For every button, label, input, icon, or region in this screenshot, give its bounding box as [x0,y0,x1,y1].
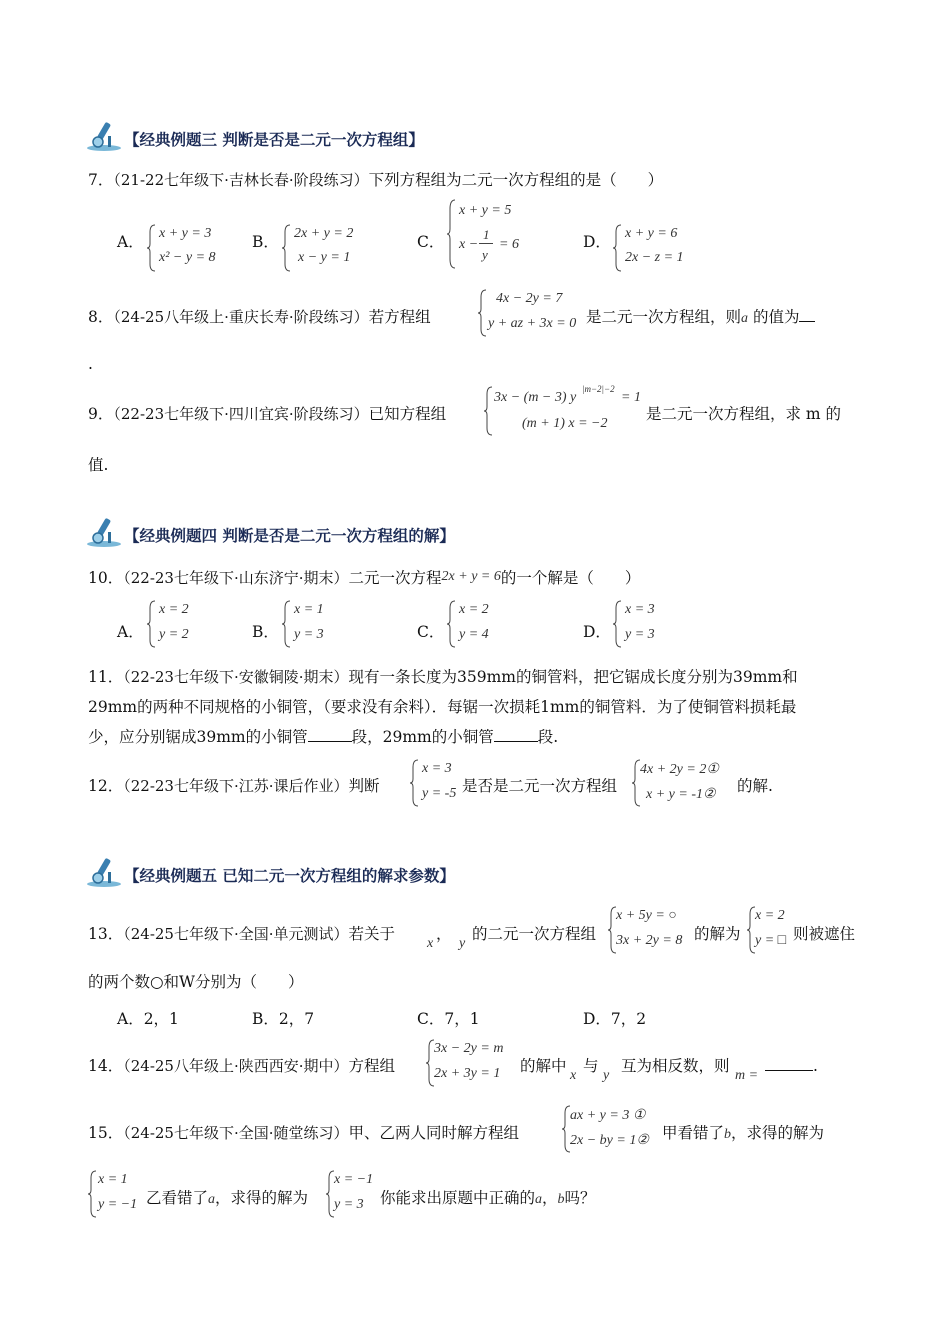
question-source: （24-25八年级上·重庆长寿·阶段练习） [113,308,369,326]
q15-tail: 甲看错了b，求得的解为 [662,1124,825,1142]
q15-line2: 乙看错了a，求得的解为 [146,1189,309,1207]
question-source: （24-25七年级下·全国·随堂练习） [123,1124,349,1142]
brace-icon [282,224,292,272]
q8-system: 4x − 2y = 7 y + az + 3x = 0 [478,289,588,339]
question-number: 9． [88,405,114,423]
brace-icon [447,199,457,269]
question-12: 12．（22-23七年级下·江苏·课后作业）判断 [88,777,380,795]
option-a-system: x = 2 y = 2 [147,600,207,650]
option-d-system: x = 3 y = 3 [613,600,673,650]
section-title-3: 【经典例题三 判断是否是二元一次方程组】 [124,131,424,149]
brace-icon [147,600,157,648]
question-number: 13． [88,925,124,943]
q15-answer-yi: x = −1 y = 3 [326,1170,384,1220]
option-a-label: A． [117,233,144,251]
q11-line3: 少，应分别锯成39mm的小铜管 段，29mm的小铜管 段. [88,728,559,746]
question-11: 11．（22-23七年级下·安徽铜陵·期末）现有一条长度为359mm的铜管料，把它锯成长度分别为39mm和 [88,668,798,686]
microscope-icon [84,856,124,888]
brace-icon [613,600,623,648]
question-10: 10．（22-23七年级下·山东济宁·期末）二元一次方程2x + y = 6的一个解是（ ） [88,569,641,587]
question-15: 15．（24-25七年级下·全国·随堂练习）甲、乙两人同时解方程组 [88,1124,520,1142]
brace-icon [447,600,457,648]
q14-system: 3x − 2y = m 2x + 3y = 1 [426,1039,521,1089]
brace-icon [88,1170,98,1218]
option-c: C．7，1 [417,1010,480,1028]
section-title-4: 【经典例题四 判断是否是二元一次方程组的解】 [124,527,455,545]
question-8: 8．（24-25八年级上·重庆长寿·阶段练习）若方程组 [88,308,431,326]
question-number: 12． [88,777,124,795]
question-source: （22-23七年级下·山东济宁·期末） [123,569,349,587]
q13-solution: x = 2 y = □ [747,906,797,956]
question-number: 11． [88,668,124,686]
question-source: （21-22七年级下·吉林长春·阶段练习） [113,171,369,189]
answer-blank[interactable] [308,741,352,742]
question-number: 15． [88,1124,124,1142]
question-9: 9．（22-23七年级下·四川宜宾·阶段练习）已知方程组 [88,405,447,423]
document-page: 【经典例题三 判断是否是二元一次方程组】 7．（21-22七年级下·吉林长春·阶段练习）下列方程组为二元一次方程组的是（ ） A． x + y = 3 x² − y = 8 B． 2x + y = 2 x − y = 1 C． x + y = 5 x − 1 y = 6 D． x + y = 6 2x − z = 1 8．（24-25八年级上·重庆长寿·阶段练习）若方程组 4x − 2y = 7 y + az + 3x = 0 是二元一次方程组，则a 的值为 . 9．（22-23七年级下·四川宜宾·阶段练习）已知方程组 3x − (m − 3) y |m−2|−2 = 1 (m + 1) x = −2 是二元一次方程组，求 m 的 值. 【经典例题四 判断是否是二元一次方程组的解】 10．（22-23七年级下·山东济宁·期末）二元一次方程2x + y = 6的一个解是（ ） A． x = 2 y = 2 B． x = 1 y = 3 C． x = 2 y = 4 D． x = 3 y = 3 11．（22-23七年级下·安徽铜陵·期末）现有一条长度为359mm的铜管料，把它锯成长度分别为39mm和 29mm的两种不同规格的小铜管，（要求没有余料）．每锯一次损耗1mm的铜管料．为了使铜管料损耗最 少，应分别锯成39mm的小铜管 段，29mm的小铜管 段. 12．（22-23七年级下·江苏·课后作业）判断 x = 3 y = -5 是否是二元一次方程组 4x + 2y = 2① x + y = -1② 的解. 【经典例题五 已知二元一次方程组的解求参数】 13．（24-25七年级下·全国·单元测试）若关于 x ， y 的二元一次方程组 x + 5y = ○ 3x + 2y = 8 的解为 x = 2 y = □ 则被遮住 的两个数○和W分别为（ ） A．2，1 B．2，7 C．7，1 D．7，2 14．（24-25八年级上·陕西西安·期中）方程组 3x − 2y = m 2x + 3y = 1 的解中 x 与 y 互为相反数，则 m = . 15．（24-25七年级下·全国·随堂练习）甲、乙两人同时解方程组 ax + y = 3 ① 2x − by = 1② 甲看错了b，求得的解为 x = 1 y = −1 乙看错了a，求得的解为 x = −1 y = 3 你能求出原题中正确的a，b吗？ [0,0,950,1344]
option-c-system: x = 2 y = 4 [447,600,507,650]
question-text: 下列方程组为二元一次方程组的是（ ） [368,171,664,189]
q12-solution: x = 3 y = -5 [410,759,465,809]
q9-system: 3x − (m − 3) y |m−2|−2 = 1 (m + 1) x = −2 [484,386,644,438]
section-title-5: 【经典例题五 已知二元一次方程组的解求参数】 [124,867,455,885]
option-a: A．2，1 [117,1010,179,1028]
question-number: 7． [88,171,114,189]
question-7 [88,170,663,190]
option-c-system: x + y = 5 x − 1 y = 6 [447,199,537,271]
question-source: （24-25八年级上·陕西西安·期中） [123,1057,349,1075]
question-number: 8． [88,308,114,326]
brace-icon [410,759,420,807]
option-d-label: D． [583,233,611,251]
brace-icon [478,289,488,337]
q8-tail: 是二元一次方程组，则a 的值为 [586,307,815,329]
option-d: D．7，2 [583,1010,647,1028]
option-a-system: x + y = 3 x² − y = 8 [147,224,237,274]
question-source: （24-25七年级下·全国·单元测试） [123,925,349,943]
brace-icon [147,224,157,272]
option-b-system: 2x + y = 2 x − y = 1 [282,224,372,274]
question-source: （22-23七年级下·安徽铜陵·期末） [123,668,349,686]
question-13: 13．（24-25七年级下·全国·单元测试）若关于 [88,925,396,943]
brace-icon [282,600,292,648]
microscope-icon [84,120,124,152]
question-number: 10． [88,569,124,587]
option-b-label: B． [252,233,279,251]
question-number: 14． [88,1057,124,1075]
answer-blank[interactable] [765,1070,813,1071]
answer-blank[interactable] [494,741,538,742]
option-d-system: x + y = 6 2x − z = 1 [613,224,703,274]
option-b: B．2，7 [252,1010,315,1028]
q15-line2-end: 你能求出原题中正确的a，b吗？ [380,1189,596,1207]
option-c-label: C． [417,623,445,641]
q12-system: 4x + 2y = 2① x + y = -1② [632,759,737,809]
option-a-label: A． [117,623,144,641]
question-source: （22-23七年级下·江苏·课后作业） [123,777,349,795]
microscope-icon [84,516,124,548]
question-source: （22-23七年级下·四川宜宾·阶段练习） [113,405,369,423]
option-b-label: B． [252,623,279,641]
question-14: 14．（24-25八年级上·陕西西安·期中）方程组 [88,1057,396,1075]
q15-answer-jia: x = 1 y = −1 [88,1170,146,1220]
option-b-system: x = 1 y = 3 [282,600,342,650]
option-c-label: C． [417,233,445,251]
option-d-label: D． [583,623,611,641]
q13-system: x + 5y = ○ 3x + 2y = 8 [608,906,693,956]
brace-icon [613,224,623,272]
answer-blank[interactable] [799,321,815,322]
brace-icon [484,386,494,436]
q15-system: ax + y = 3 ① 2x − by = 1② [562,1105,667,1155]
q14-answer: . [765,1056,818,1076]
